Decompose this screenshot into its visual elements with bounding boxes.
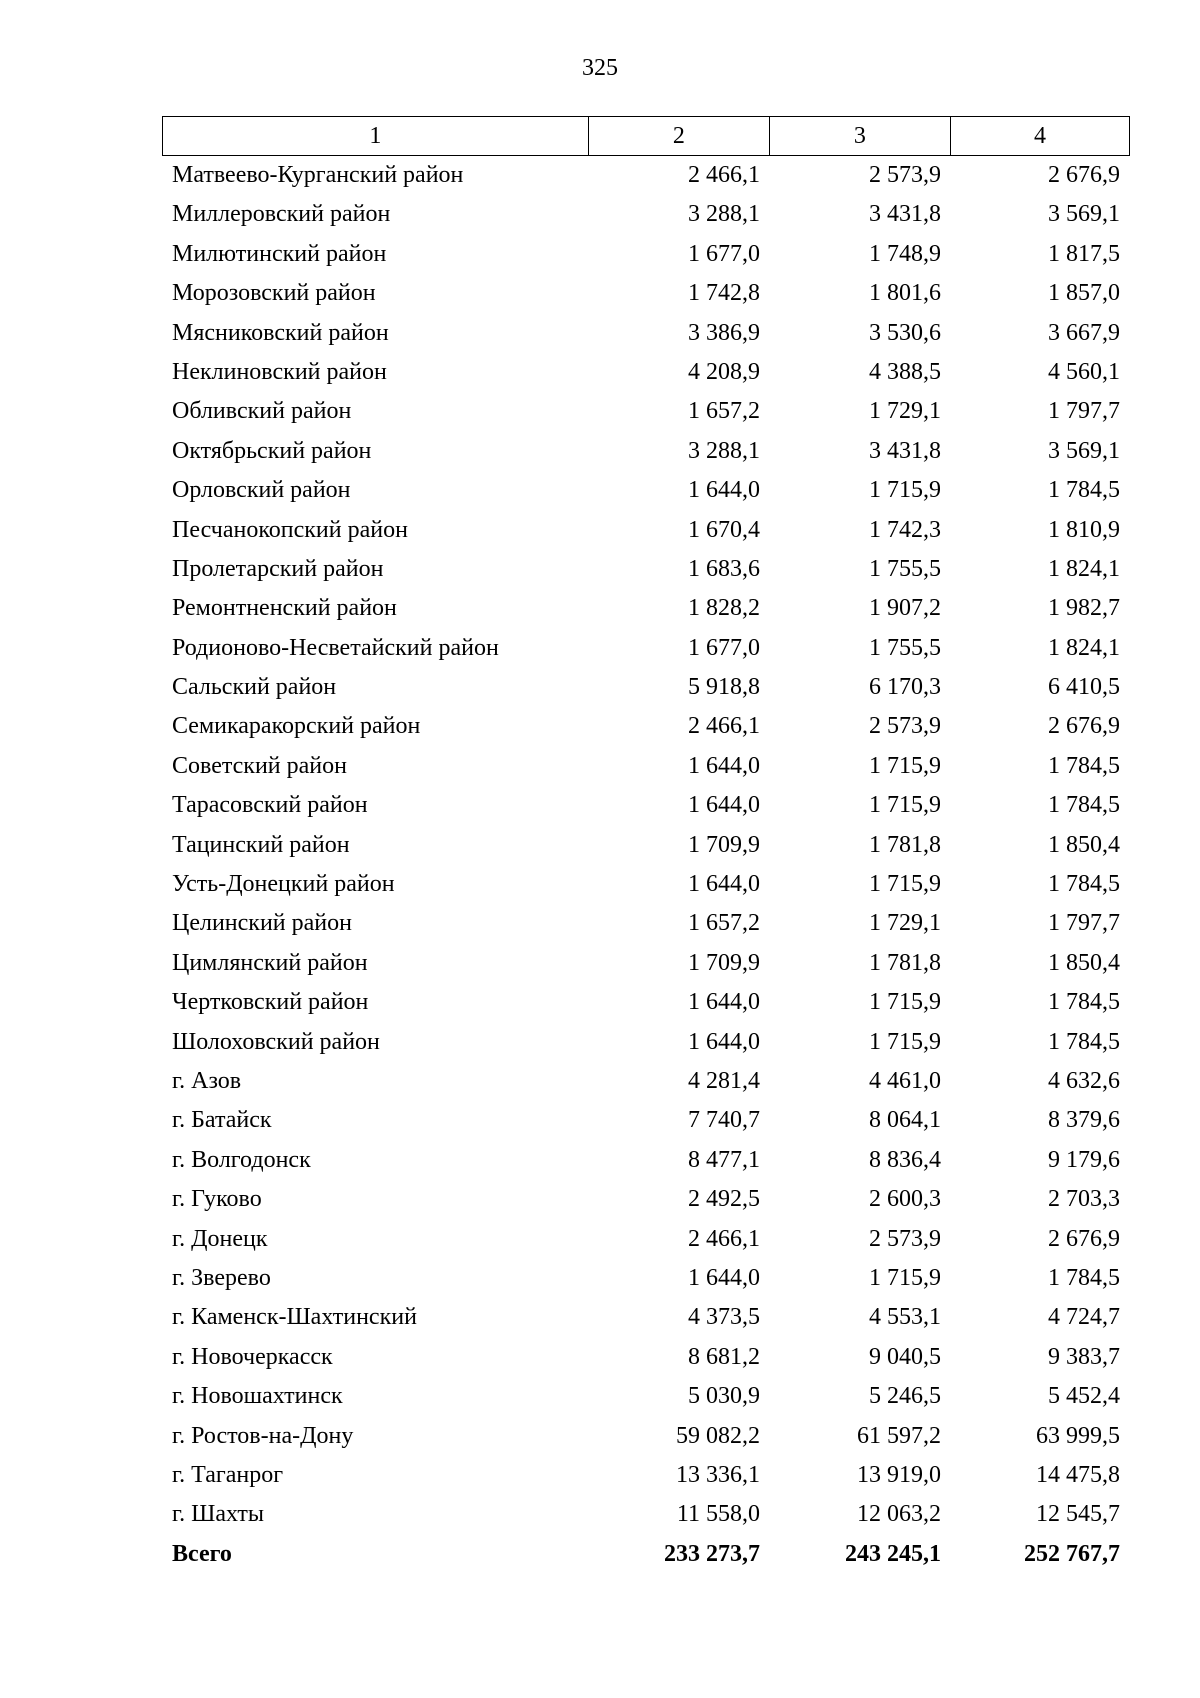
row-value-col4: 5 452,4 <box>1048 1383 1120 1410</box>
row-value-col2: 1 644,0 <box>688 871 760 898</box>
row-value-col2: 3 288,1 <box>688 437 760 464</box>
column-header-2: 2 <box>588 117 769 155</box>
row-value-col4: 3 569,1 <box>1048 201 1120 228</box>
row-value-col4: 9 383,7 <box>1048 1343 1120 1370</box>
row-value-col2: 2 466,1 <box>688 162 760 188</box>
table-row <box>162 786 1130 825</box>
row-value-col2: 1 644,0 <box>688 792 760 819</box>
total-value-col3: 243 245,1 <box>845 1540 941 1567</box>
row-value-col2: 2 466,1 <box>688 1225 760 1252</box>
row-value-col4: 1 824,1 <box>1048 634 1120 661</box>
row-value-col4: 1 784,5 <box>1048 989 1120 1016</box>
table-body <box>162 156 1130 1535</box>
table-row <box>162 747 1130 786</box>
row-name: г. Зверево <box>172 1264 271 1291</box>
row-value-col4: 2 676,9 <box>1048 713 1120 740</box>
table-row <box>162 983 1130 1022</box>
row-name: г. Гуково <box>172 1186 262 1213</box>
row-value-col3: 61 597,2 <box>857 1422 941 1449</box>
table-row <box>162 511 1130 550</box>
row-value-col2: 1 644,0 <box>688 1028 760 1055</box>
table-row <box>162 1023 1130 1062</box>
row-value-col4: 1 810,9 <box>1048 516 1120 543</box>
row-value-col3: 1 755,5 <box>869 634 941 661</box>
row-value-col4: 1 784,5 <box>1048 477 1120 504</box>
table-row <box>162 1141 1130 1180</box>
table-row <box>162 944 1130 983</box>
row-value-col3: 1 801,6 <box>869 280 941 307</box>
row-value-col2: 59 082,2 <box>676 1422 760 1449</box>
row-value-col4: 9 179,6 <box>1048 1146 1120 1173</box>
row-value-col4: 3 667,9 <box>1048 319 1120 346</box>
row-value-col3: 13 919,0 <box>857 1461 941 1488</box>
row-value-col3: 4 461,0 <box>869 1067 941 1094</box>
row-value-col2: 8 681,2 <box>688 1343 760 1370</box>
table-row <box>162 156 1130 195</box>
total-row <box>162 1535 1130 1574</box>
total-value-col4: 252 767,7 <box>1024 1540 1120 1567</box>
table-row <box>162 1220 1130 1259</box>
row-value-col4: 3 569,1 <box>1048 437 1120 464</box>
row-value-col2: 1 670,4 <box>688 516 760 543</box>
table-row <box>162 668 1130 707</box>
column-header-4: 4 <box>950 117 1129 155</box>
row-value-col2: 13 336,1 <box>676 1461 760 1488</box>
row-value-col3: 1 715,9 <box>869 1264 941 1291</box>
data-table <box>162 116 1130 1574</box>
table-row <box>162 195 1130 234</box>
row-value-col2: 7 740,7 <box>688 1107 760 1134</box>
column-header-3: 3 <box>769 117 950 155</box>
row-value-col3: 1 715,9 <box>869 792 941 819</box>
row-value-col2: 1 683,6 <box>688 555 760 582</box>
row-value-col2: 1 677,0 <box>688 634 760 661</box>
row-value-col3: 2 600,3 <box>869 1186 941 1213</box>
row-name: Тарасовский район <box>172 792 368 819</box>
row-name: Милютинский район <box>172 240 387 267</box>
row-value-col2: 5 918,8 <box>688 674 760 701</box>
row-value-col2: 1 709,9 <box>688 831 760 858</box>
row-value-col3: 5 246,5 <box>869 1383 941 1410</box>
table-row <box>162 471 1130 510</box>
row-value-col2: 4 281,4 <box>688 1067 760 1094</box>
row-name: Орловский район <box>172 477 351 504</box>
row-name: Цимлянский район <box>172 949 368 976</box>
table-row <box>162 1259 1130 1298</box>
row-value-col3: 1 715,9 <box>869 477 941 504</box>
row-value-col4: 1 784,5 <box>1048 1028 1120 1055</box>
table-row <box>162 1338 1130 1377</box>
row-value-col2: 2 466,1 <box>688 713 760 740</box>
row-value-col2: 5 030,9 <box>688 1383 760 1410</box>
row-value-col3: 2 573,9 <box>869 713 941 740</box>
row-name: г. Новочеркасск <box>172 1343 333 1370</box>
row-value-col3: 8 064,1 <box>869 1107 941 1134</box>
row-name: Усть-Донецкий район <box>172 871 395 898</box>
row-name: Советский район <box>172 752 347 779</box>
row-name: г. Батайск <box>172 1107 272 1134</box>
row-value-col2: 3 386,9 <box>688 319 760 346</box>
table-row <box>162 1417 1130 1456</box>
row-value-col4: 1 817,5 <box>1048 240 1120 267</box>
row-value-col4: 1 824,1 <box>1048 555 1120 582</box>
row-name: Ремонтненский район <box>172 595 397 622</box>
row-value-col2: 4 208,9 <box>688 358 760 385</box>
row-value-col2: 4 373,5 <box>688 1304 760 1331</box>
row-value-col4: 1 857,0 <box>1048 280 1120 307</box>
row-name: г. Азов <box>172 1067 242 1094</box>
row-value-col4: 1 784,5 <box>1048 752 1120 779</box>
table-row <box>162 1062 1130 1101</box>
row-name: Октябрьский район <box>172 437 372 464</box>
row-value-col3: 8 836,4 <box>869 1146 941 1173</box>
row-value-col3: 1 715,9 <box>869 989 941 1016</box>
row-value-col3: 1 781,8 <box>869 831 941 858</box>
row-name: г. Волгодонск <box>172 1146 311 1173</box>
row-value-col3: 2 573,9 <box>869 1225 941 1252</box>
row-name: Мясниковский район <box>172 319 389 346</box>
row-value-col4: 1 784,5 <box>1048 871 1120 898</box>
row-name: Целинский район <box>172 910 352 937</box>
row-value-col4: 1 797,7 <box>1048 398 1120 425</box>
row-name: г. Донецк <box>172 1225 268 1252</box>
row-value-col3: 1 755,5 <box>869 555 941 582</box>
table-row <box>162 353 1130 392</box>
row-value-col2: 1 644,0 <box>688 1264 760 1291</box>
table-row <box>162 629 1130 668</box>
row-value-col2: 1 644,0 <box>688 752 760 779</box>
row-name: Пролетарский район <box>172 555 384 582</box>
row-value-col3: 1 715,9 <box>869 871 941 898</box>
row-value-col3: 12 063,2 <box>857 1501 941 1528</box>
row-value-col2: 1 644,0 <box>688 989 760 1016</box>
row-name: г. Таганрог <box>172 1461 284 1488</box>
row-name: г. Каменск-Шахтинский <box>172 1304 417 1331</box>
row-value-col3: 1 715,9 <box>869 752 941 779</box>
row-name: г. Ростов-на-Дону <box>172 1422 354 1449</box>
table-row <box>162 235 1130 274</box>
row-value-col2: 11 558,0 <box>676 1501 760 1528</box>
column-header-1: 1 <box>369 123 382 149</box>
row-value-col2: 1 644,0 <box>688 477 760 504</box>
table-row <box>162 1180 1130 1219</box>
row-value-col4: 6 410,5 <box>1048 674 1120 701</box>
row-value-col4: 1 797,7 <box>1048 910 1120 937</box>
table-row <box>162 1101 1130 1140</box>
table-row <box>162 1377 1130 1416</box>
row-name: г. Новошахтинск <box>172 1383 343 1410</box>
row-value-col2: 1 657,2 <box>688 910 760 937</box>
row-value-col2: 1 709,9 <box>688 949 760 976</box>
row-value-col4: 63 999,5 <box>1036 1422 1120 1449</box>
row-name: Морозовский район <box>172 280 376 307</box>
table-row <box>162 432 1130 471</box>
row-value-col4: 1 982,7 <box>1048 595 1120 622</box>
row-value-col3: 1 729,1 <box>869 910 941 937</box>
table-row <box>162 1298 1130 1337</box>
row-name: Шолоховский район <box>172 1028 380 1055</box>
row-value-col3: 2 573,9 <box>869 162 941 188</box>
table-row <box>162 1456 1130 1495</box>
total-label: Всего <box>172 1540 232 1567</box>
row-value-col2: 1 828,2 <box>688 595 760 622</box>
row-name: Тацинский район <box>172 831 350 858</box>
row-name: Сальский район <box>172 674 337 701</box>
row-value-col4: 12 545,7 <box>1036 1501 1120 1528</box>
table-row <box>162 392 1130 431</box>
row-value-col3: 1 742,3 <box>869 516 941 543</box>
row-value-col4: 8 379,6 <box>1048 1107 1120 1134</box>
table-row <box>162 550 1130 589</box>
table-row <box>162 589 1130 628</box>
table-row <box>162 314 1130 353</box>
row-value-col2: 1 677,0 <box>688 240 760 267</box>
row-value-col3: 4 553,1 <box>869 1304 941 1331</box>
table-row <box>162 904 1130 943</box>
row-name: г. Шахты <box>172 1501 265 1528</box>
row-value-col3: 3 530,6 <box>869 319 941 346</box>
row-value-col4: 1 784,5 <box>1048 1264 1120 1291</box>
table-row <box>162 274 1130 313</box>
row-value-col3: 9 040,5 <box>869 1343 941 1370</box>
row-name: Миллеровский район <box>172 201 391 228</box>
row-value-col4: 4 560,1 <box>1048 358 1120 385</box>
table-row <box>162 865 1130 904</box>
row-name: Песчанокопский район <box>172 516 408 543</box>
row-value-col3: 1 781,8 <box>869 949 941 976</box>
page-number: 325 <box>582 55 618 81</box>
row-value-col4: 4 632,6 <box>1048 1067 1120 1094</box>
row-value-col2: 1 657,2 <box>688 398 760 425</box>
row-name: Семикаракорский район <box>172 713 421 740</box>
row-value-col2: 1 742,8 <box>688 280 760 307</box>
row-value-col3: 1 715,9 <box>869 1028 941 1055</box>
table-row <box>162 707 1130 746</box>
row-value-col3: 3 431,8 <box>869 201 941 228</box>
table-header-row <box>162 116 1130 156</box>
total-value-col2: 233 273,7 <box>664 1540 760 1567</box>
row-name: Обливский район <box>172 398 352 425</box>
row-value-col3: 3 431,8 <box>869 437 941 464</box>
row-value-col4: 2 676,9 <box>1048 1225 1120 1252</box>
row-value-col2: 3 288,1 <box>688 201 760 228</box>
row-value-col2: 2 492,5 <box>688 1186 760 1213</box>
row-name: Чертковский район <box>172 989 369 1016</box>
table-row <box>162 826 1130 865</box>
row-value-col4: 14 475,8 <box>1036 1461 1120 1488</box>
row-name: Матвеево-Курганский район <box>172 162 464 188</box>
row-value-col3: 1 729,1 <box>869 398 941 425</box>
row-value-col3: 1 907,2 <box>869 595 941 622</box>
row-value-col3: 4 388,5 <box>869 358 941 385</box>
row-value-col4: 1 784,5 <box>1048 792 1120 819</box>
row-value-col4: 1 850,4 <box>1048 831 1120 858</box>
row-value-col4: 1 850,4 <box>1048 949 1120 976</box>
row-value-col4: 2 676,9 <box>1048 162 1120 188</box>
row-value-col4: 4 724,7 <box>1048 1304 1120 1331</box>
row-value-col3: 6 170,3 <box>869 674 941 701</box>
row-value-col4: 2 703,3 <box>1048 1186 1120 1213</box>
table-row <box>162 1495 1130 1534</box>
row-value-col2: 8 477,1 <box>688 1146 760 1173</box>
row-value-col3: 1 748,9 <box>869 240 941 267</box>
row-name: Родионово-Несветайский район <box>172 634 499 661</box>
row-name: Неклиновский район <box>172 358 387 385</box>
